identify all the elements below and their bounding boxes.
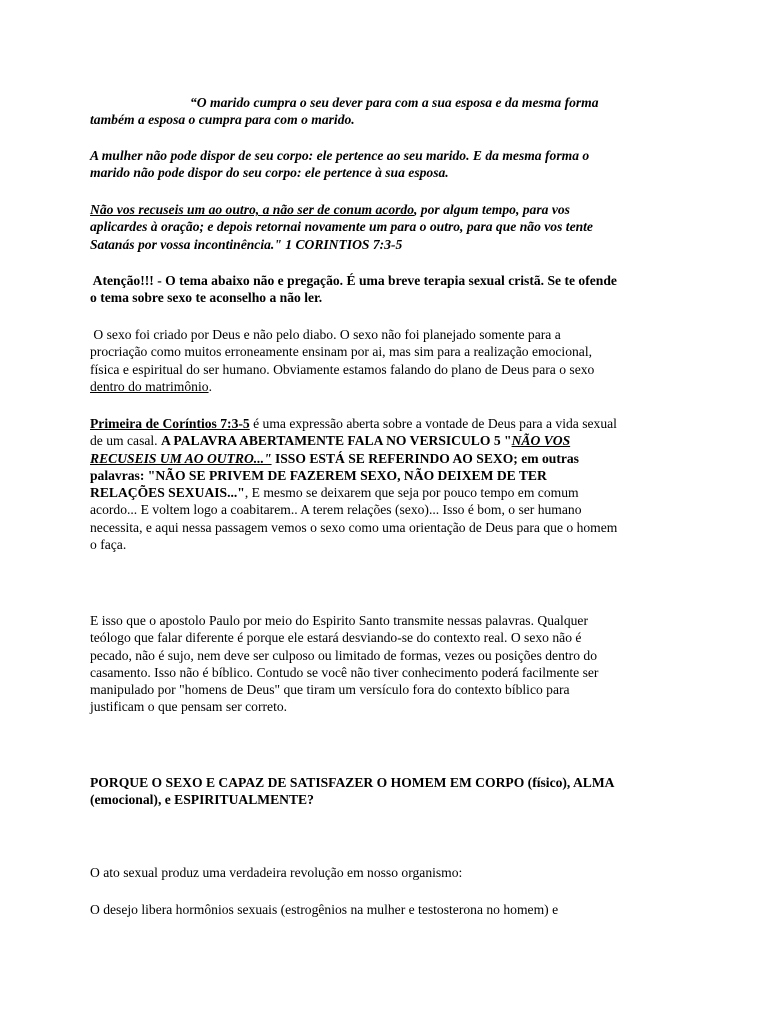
body-line: . [208,378,212,394]
body-line: acordo... E voltem logo a coabitarem.. A terem relações (sexo)... Isso é bom, o ser humano [90,502,582,518]
emphasis-quote: NÃO VOS [511,433,571,449]
body-line: de um casal. [90,433,161,449]
body-line: O desejo libera hormônios sexuais (estrogênios na mulher e testosterona no homem) e [90,902,559,917]
body-line: teólogo que falar diferente é porque ele estará desviando-se do contexto real. O sexo não é [90,630,582,646]
body-paragraph-1 [90,326,670,395]
emphasis-text: A PALAVRA ABERTAMENTE FALA NO VERSICULO 5 " [160,433,512,449]
body-line: pecado, não é sujo, nem deve ser culposo ou limitado de formas, vezes ou posições dentro do [90,647,597,663]
body-line: necessita, e aqui nessa passagem vemos o sexo como uma orientação de Deus para que o homem [90,519,618,535]
emphasis-quote: RECUSEIS UM AO OUTRO..." [90,450,272,466]
body-line: manipulado por "homens de Deus" que tiram um versículo fora do contexto bíblico para [90,682,570,698]
body-line: E isso que o apostolo Paulo por meio do Espirito Santo transmite nessas palavras. Qualquer [90,613,588,628]
warning-line: Atenção!!! - O tema abaixo não e pregação. É uma breve terapia sexual cristã. Se te ofende [90,273,617,288]
quote-line: , por algum tempo, para vos [414,202,570,217]
warning-line: o tema sobre sexo te aconselho a não ler. [90,290,323,306]
quote-paragraph-3 [90,201,670,253]
warning-paragraph [90,272,670,307]
body-paragraph-2 [90,415,670,553]
body-line: casamento. Isso não é bíblico. Contudo se você não tiver conhecimento poderá facilmente ser [90,664,599,680]
body-paragraph-5 [90,901,670,918]
emphasis-text: RELAÇÕES SEXUAIS..." [90,485,245,501]
emphasis-text: palavras: "NÃO SE PRIVEM DE FAZEREM SEXO, NÃO DEIXEM DE TER [90,467,547,483]
quote-line: “O marido cumpra o seu dever para com a sua esposa e da mesma forma [190,95,599,110]
body-line: o faça. [90,537,127,553]
body-line: O ato sexual produz uma verdadeira revolução em nosso organismo: [90,865,463,880]
emphasis-text: ISSO ESTÁ SE REFERINDO AO SEXO; em outras [271,450,579,466]
quote-underlined: Não vos recuseis um ao outro, a não ser de conum acordo [90,202,414,217]
quote-line: A mulher não pode dispor de seu corpo: ele pertence ao seu marido. E da mesma forma o [90,148,590,163]
body-line: física e espiritual do ser humano. Obviamente estamos falando do plano de Deus para o sexo [90,361,595,377]
quote-paragraph-2 [90,147,670,182]
quote-reference: Satanás por vossa incontinência." 1 CORINTIOS 7:3-5 [90,236,403,252]
body-paragraph-4 [90,864,670,881]
scripture-reference-link[interactable]: Primeira de Coríntios 7:3-5 [90,416,250,431]
body-line: justificam o que pensam ser correto. [90,699,288,715]
body-line: procriação como muitos erroneamente ensinam por ai, mas sim para a realização emocional, [90,344,592,360]
heading-line: PORQUE O SEXO E CAPAZ DE SATISFAZER O HOMEM EM CORPO (físico), ALMA [90,775,615,790]
quote-paragraph-1 [90,94,670,129]
body-paragraph-3 [90,612,670,716]
body-line: , E mesmo se deixarem que seja por pouco tempo em comum [244,485,579,501]
heading-line: (emocional), e ESPIRITUALMENTE? [90,792,314,808]
section-heading [90,774,670,809]
body-line: O sexo foi criado por Deus e não pelo diabo. O sexo não foi planejado somente para a [90,327,561,342]
body-line: é uma expressão aberta sobre a vontade de Deus para a vida sexual [249,416,617,431]
quote-line: aplicardes à oração; e depois retornai novamente um para o outro, para que não vos tente [90,219,593,235]
matrimonio-link[interactable]: dentro do matrimônio [90,378,209,394]
quote-line: também a esposa o cumpra para com o marido. [90,112,355,128]
quote-line: marido não pode dispor do seu corpo: ele pertence à sua esposa. [90,165,449,181]
